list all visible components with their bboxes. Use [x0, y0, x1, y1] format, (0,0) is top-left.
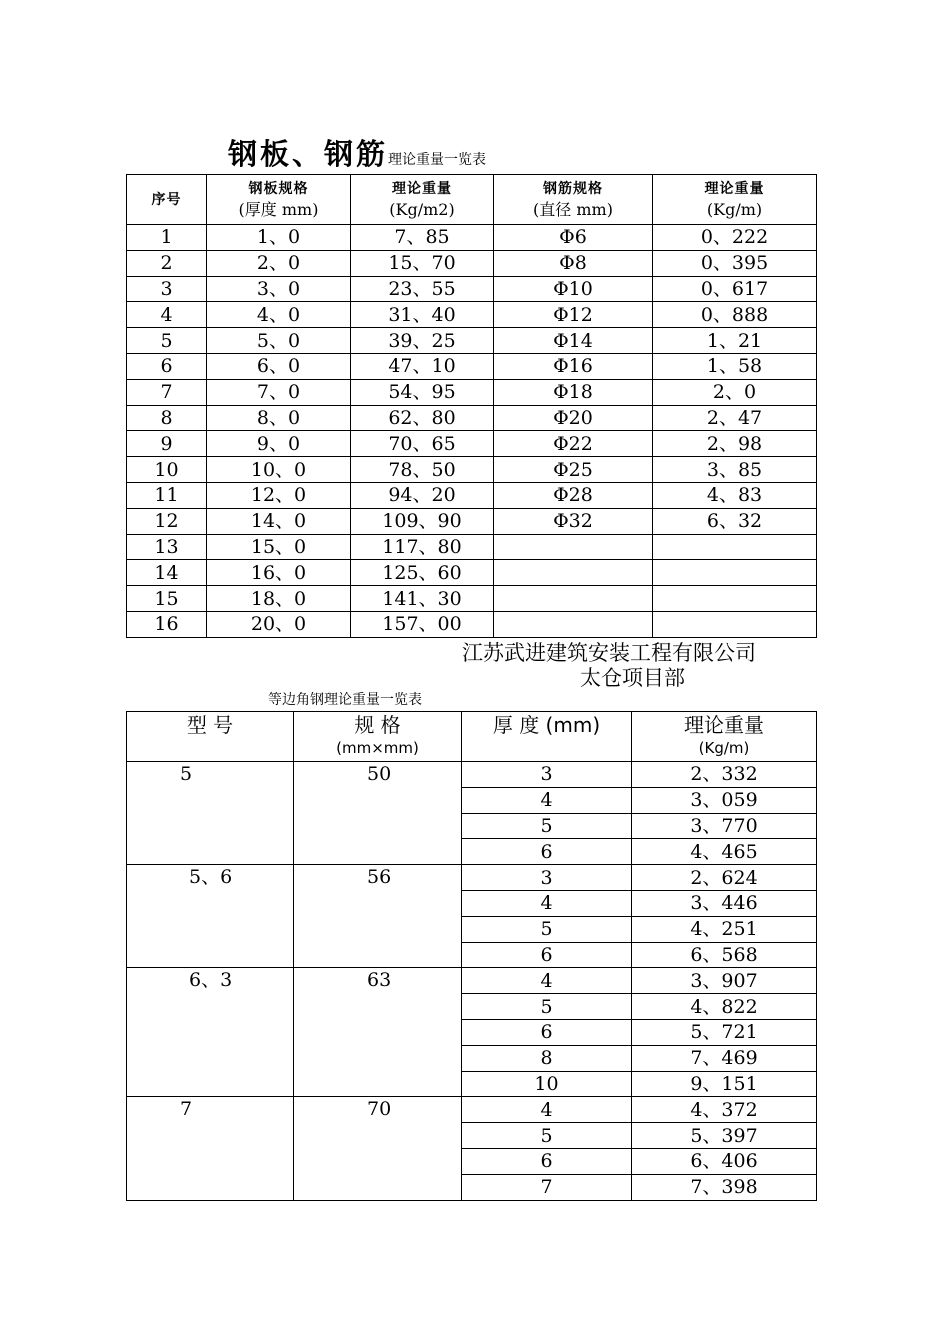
header-label: 规 格	[354, 713, 401, 737]
header-label: 型 号	[186, 713, 234, 737]
thickness-cell: 6	[462, 1148, 632, 1174]
thickness-cell: 5	[462, 916, 632, 942]
weight-cell: 4、465	[632, 839, 817, 865]
table-cell	[653, 534, 817, 560]
header-cell	[494, 175, 653, 225]
thickness-cell: 4	[462, 787, 632, 813]
table-header-row	[127, 175, 817, 225]
table-cell: 4	[127, 302, 207, 328]
header-cell	[127, 712, 294, 762]
header-unit: (mm×mm)	[336, 739, 419, 757]
weight-cell: 3、907	[632, 968, 817, 994]
weight-cell: 7、469	[632, 1045, 817, 1071]
table-cell: Φ6	[494, 225, 653, 251]
table-cell: 157、00	[351, 611, 494, 637]
table-cell: 117、80	[351, 534, 494, 560]
table-row	[127, 482, 817, 508]
angle-steel-weight-table	[126, 711, 817, 1201]
table-cell: 16	[127, 611, 207, 637]
table-cell: 2	[127, 250, 207, 276]
header-cell	[127, 175, 207, 225]
header-cell	[462, 712, 632, 762]
table-row	[127, 508, 817, 534]
thickness-cell: 4	[462, 890, 632, 916]
model-cell: 5	[127, 762, 294, 865]
table-cell: 47、10	[351, 353, 494, 379]
table-row	[127, 328, 817, 354]
header-label: 钢筋规格	[543, 180, 603, 197]
table-row	[127, 611, 817, 637]
spec-cell: 63	[294, 968, 462, 1097]
table-cell: 15	[127, 586, 207, 612]
thickness-cell: 5	[462, 994, 632, 1020]
table-cell: 2、47	[653, 405, 817, 431]
table-cell: Φ18	[494, 379, 653, 405]
table-cell: 109、90	[351, 508, 494, 534]
table-header-row	[127, 712, 817, 762]
table-cell: 4、83	[653, 482, 817, 508]
table-row	[127, 762, 817, 788]
table-cell: Φ25	[494, 457, 653, 483]
table-cell: 6	[127, 353, 207, 379]
weight-cell: 4、822	[632, 994, 817, 1020]
table-cell	[494, 560, 653, 586]
thickness-cell: 3	[462, 865, 632, 891]
table-cell: 1、0	[207, 225, 351, 251]
header-unit: (Kg/m)	[698, 739, 750, 757]
thickness-cell: 4	[462, 968, 632, 994]
table-cell: 0、395	[653, 250, 817, 276]
weight-cell: 2、332	[632, 762, 817, 788]
thickness-cell: 4	[462, 1097, 632, 1123]
table-cell: 12	[127, 508, 207, 534]
company-name: 江苏武进建筑安装工程有限公司	[462, 641, 756, 665]
table-row	[127, 276, 817, 302]
title-main: 钢板、钢筋	[228, 137, 389, 171]
table-row	[127, 379, 817, 405]
table-cell: 1	[127, 225, 207, 251]
table-cell: 141、30	[351, 586, 494, 612]
table-cell: Φ16	[494, 353, 653, 379]
weight-cell: 5、721	[632, 1019, 817, 1045]
table-cell: 10	[127, 457, 207, 483]
weight-cell: 6、406	[632, 1148, 817, 1174]
table-cell	[653, 560, 817, 586]
table-cell: 54、95	[351, 379, 494, 405]
model-cell: 6、3	[127, 968, 294, 1097]
table-cell: 9、0	[207, 431, 351, 457]
table-cell: 0、888	[653, 302, 817, 328]
weight-cell: 9、151	[632, 1071, 817, 1097]
table-cell: 7、0	[207, 379, 351, 405]
department-name: 太仓项目部	[580, 666, 685, 690]
table-cell	[653, 611, 817, 637]
table-cell: 7、85	[351, 225, 494, 251]
weight-cell: 3、059	[632, 787, 817, 813]
table-cell: 16、0	[207, 560, 351, 586]
table-cell: 13	[127, 534, 207, 560]
table-cell	[494, 586, 653, 612]
table-cell: 8、0	[207, 405, 351, 431]
thickness-cell: 6	[462, 839, 632, 865]
table-cell	[494, 611, 653, 637]
header-cell	[207, 175, 351, 225]
thickness-cell: 10	[462, 1071, 632, 1097]
table-cell: 2、0	[653, 379, 817, 405]
weight-cell: 5、397	[632, 1123, 817, 1149]
table-cell: 125、60	[351, 560, 494, 586]
thickness-cell: 3	[462, 762, 632, 788]
table-row	[127, 560, 817, 586]
header-label: 理论重量	[684, 713, 764, 737]
table-cell: 62、80	[351, 405, 494, 431]
thickness-cell: 7	[462, 1174, 632, 1200]
header-label: 理论重量	[392, 180, 452, 197]
thickness-cell: 6	[462, 942, 632, 968]
table-cell: Φ32	[494, 508, 653, 534]
table-cell: Φ28	[494, 482, 653, 508]
weight-cell: 4、372	[632, 1097, 817, 1123]
table-cell: 2、0	[207, 250, 351, 276]
table-cell: 20、0	[207, 611, 351, 637]
thickness-cell: 5	[462, 813, 632, 839]
table-cell: 6、0	[207, 353, 351, 379]
table-cell	[653, 586, 817, 612]
table-cell: 70、65	[351, 431, 494, 457]
table-row	[127, 968, 817, 994]
spec-cell: 50	[294, 762, 462, 865]
table-cell: 1、58	[653, 353, 817, 379]
thickness-cell: 6	[462, 1019, 632, 1045]
plate-rebar-weight-table	[126, 174, 817, 638]
table-cell: 5	[127, 328, 207, 354]
table-row	[127, 534, 817, 560]
table-cell: 1、21	[653, 328, 817, 354]
table-cell: 39、25	[351, 328, 494, 354]
table-row	[127, 353, 817, 379]
weight-cell: 3、770	[632, 813, 817, 839]
weight-cell: 2、624	[632, 865, 817, 891]
weight-cell: 7、398	[632, 1174, 817, 1200]
table-row	[127, 1097, 817, 1123]
table-cell: Φ12	[494, 302, 653, 328]
header-cell	[632, 712, 817, 762]
table-cell: Φ20	[494, 405, 653, 431]
table-cell: 31、40	[351, 302, 494, 328]
table-cell: 18、0	[207, 586, 351, 612]
table-cell: 10、0	[207, 457, 351, 483]
table-cell: 78、50	[351, 457, 494, 483]
header-label: 钢板规格	[248, 180, 309, 197]
page-title	[228, 132, 486, 173]
table-cell: 7	[127, 379, 207, 405]
table-cell: 14	[127, 560, 207, 586]
angle-steel-table-title: 等边角钢理论重量一览表	[268, 692, 422, 708]
table-cell: 0、222	[653, 225, 817, 251]
table-cell: 5、0	[207, 328, 351, 354]
header-unit: (Kg/m2)	[389, 199, 455, 219]
table-cell: Φ8	[494, 250, 653, 276]
spec-cell: 56	[294, 865, 462, 968]
header-label: 序号	[151, 191, 182, 208]
model-cell: 5、6	[127, 865, 294, 968]
table-cell: 9	[127, 431, 207, 457]
table-row	[127, 250, 817, 276]
table-cell: 0、617	[653, 276, 817, 302]
table-row	[127, 586, 817, 612]
model-cell: 7	[127, 1097, 294, 1200]
table-cell: 14、0	[207, 508, 351, 534]
table-row	[127, 225, 817, 251]
table-cell: Φ14	[494, 328, 653, 354]
header-unit: (Kg/m)	[706, 199, 763, 219]
weight-cell: 6、568	[632, 942, 817, 968]
table-cell: 3、85	[653, 457, 817, 483]
table-cell	[494, 534, 653, 560]
thickness-cell: 8	[462, 1045, 632, 1071]
table-row	[127, 405, 817, 431]
table-cell: 15、0	[207, 534, 351, 560]
header-cell	[653, 175, 817, 225]
header-cell	[351, 175, 494, 225]
title-sub: 理论重量一览表	[388, 152, 487, 168]
table-cell: 4、0	[207, 302, 351, 328]
header-unit: (直径 mm)	[533, 199, 613, 219]
table-row	[127, 457, 817, 483]
table-cell: 6、32	[653, 508, 817, 534]
header-label: 厚 度 (mm)	[492, 713, 601, 737]
table-cell: 8	[127, 405, 207, 431]
table-row	[127, 431, 817, 457]
thickness-cell: 5	[462, 1123, 632, 1149]
table-cell: 11	[127, 482, 207, 508]
weight-cell: 4、251	[632, 916, 817, 942]
table-cell: 23、55	[351, 276, 494, 302]
header-label: 理论重量	[704, 180, 765, 197]
table-cell: 3	[127, 276, 207, 302]
table-row	[127, 865, 817, 891]
table-cell: 15、70	[351, 250, 494, 276]
table-cell: 94、20	[351, 482, 494, 508]
table-cell: 3、0	[207, 276, 351, 302]
spec-cell: 70	[294, 1097, 462, 1200]
header-cell	[294, 712, 462, 762]
weight-cell: 3、446	[632, 890, 817, 916]
table-cell: 12、0	[207, 482, 351, 508]
table-cell: Φ22	[494, 431, 653, 457]
header-unit: (厚度 mm)	[238, 199, 319, 219]
table-row	[127, 302, 817, 328]
table-cell: 2、98	[653, 431, 817, 457]
table-cell: Φ10	[494, 276, 653, 302]
